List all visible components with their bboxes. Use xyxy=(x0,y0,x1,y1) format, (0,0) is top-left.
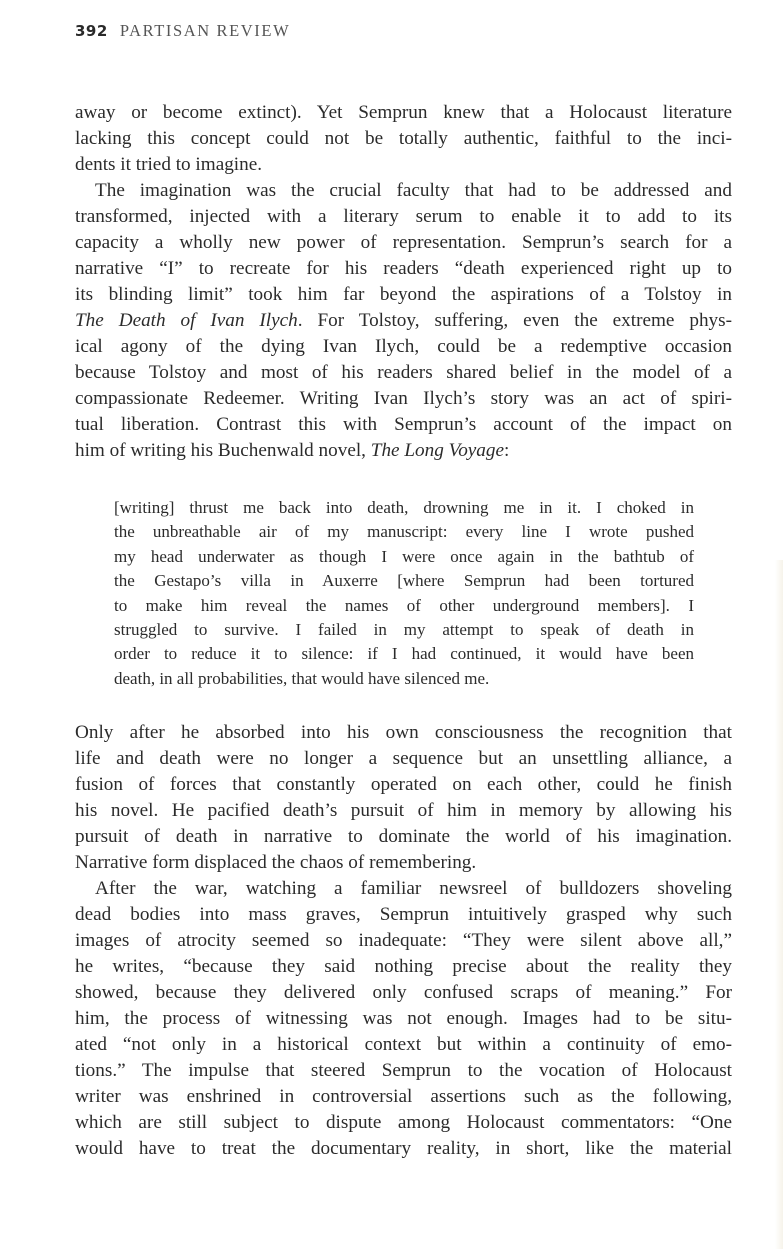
text-line: tions.” The impulse that steered Semprun to the vocation of Holocaust xyxy=(75,1060,732,1081)
text-line xyxy=(75,308,732,334)
text-line: its blinding limit” took him far beyond the aspirations of a Tolstoy in xyxy=(75,284,732,305)
text-line: showed, because they delivered only confused scraps of meaning.” For xyxy=(75,982,732,1003)
text-line: images of atrocity seemed so inadequate: “They were silent above all,” xyxy=(75,930,732,951)
block-quote xyxy=(114,496,694,691)
text-line: ated “not only in a historical context but within a continuity of emo- xyxy=(75,1034,732,1055)
book-title-long-voyage: The Long Voyage xyxy=(370,440,505,461)
quote-line: to make him reveal the names of other underground members]. I xyxy=(114,595,694,615)
quote-line: the Gestapo’s villa in Auxerre [where Semprun had been tortured xyxy=(114,571,694,591)
quote-line: order to reduce it to silence: if I had continued, it would have been xyxy=(114,644,694,664)
text-line: away or become extinct). Yet Semprun knew that a Holocaust literature xyxy=(75,102,732,123)
text-line: ical agony of the dying Ivan Ilych, could be a redemptive occasion xyxy=(75,336,732,357)
text-line: fusion of forces that constantly operated on each other, could he finish xyxy=(75,774,732,795)
paragraph-1 xyxy=(75,100,732,178)
paragraph-4 xyxy=(75,876,732,1162)
page-edge-shadow xyxy=(775,560,783,1249)
text-line: Only after he absorbed into his own consciousness the recognition that xyxy=(75,722,732,743)
quote-line: [writing] thrust me back into death, drowning me in it. I choked in xyxy=(114,498,694,517)
text-line: The imagination was the crucial faculty that had to be addressed and xyxy=(95,180,732,201)
text-fragment: . For Tolstoy, suffering, even the extreme phys- xyxy=(297,310,732,331)
text-line: dents it tried to imagine. xyxy=(75,154,263,175)
text-line: him, the process of witnessing was not enough. Images had to be situ- xyxy=(75,1008,732,1029)
running-head xyxy=(75,20,290,42)
book-title-ivan-ilych: The Death of Ivan Ilych xyxy=(75,310,298,331)
quote-line: struggled to survive. I failed in my attempt to speak of death in xyxy=(114,619,694,639)
text-line: compassionate Redeemer. Writing Ivan Ilych’s story was an act of spiri- xyxy=(75,388,732,409)
text-line: writer was enshrined in controversial assertions such as the following, xyxy=(75,1086,732,1107)
paragraph-2 xyxy=(75,178,732,464)
quote-line: the unbreathable air of my manuscript: every line I wrote pushed xyxy=(114,522,694,542)
text-line: narrative “I” to recreate for his readers “death experienced right up to xyxy=(75,258,732,279)
text-line: After the war, watching a familiar newsreel of bulldozers shoveling xyxy=(95,878,732,899)
text-fragment: him of writing his Buchenwald novel, xyxy=(75,440,371,461)
text-line: his novel. He pacified death’s pursuit of him in memory by allowing his xyxy=(75,800,732,821)
text-line: he writes, “because they said nothing precise about the reality they xyxy=(75,956,732,977)
text-line: dead bodies into mass graves, Semprun intuitively grasped why such xyxy=(75,904,732,925)
text-line: pursuit of death in narrative to dominate the world of his imagination. xyxy=(75,826,732,847)
text-line: life and death were no longer a sequence but an unsettling alliance, a xyxy=(75,748,732,769)
text-line: lacking this concept could not be totally authentic, faithful to the inci- xyxy=(75,128,732,149)
page-number: 392 xyxy=(75,22,108,40)
quote-line: death, in all probabilities, that would have silenced me. xyxy=(114,668,490,688)
text-fragment: : xyxy=(504,440,510,461)
text-line: tual liberation. Contrast this with Semprun’s account of the impact on xyxy=(75,414,732,435)
text-line: Narrative form displaced the chaos of remembering. xyxy=(75,852,477,873)
text-line: transformed, injected with a literary serum to enable it to add to its xyxy=(75,206,732,227)
journal-title: PARTISAN REVIEW xyxy=(119,21,291,40)
paragraph-3 xyxy=(75,720,732,876)
text-line: capacity a wholly new power of representation. Semprun’s search for a xyxy=(75,232,732,253)
text-line xyxy=(75,438,732,464)
quote-line: my head underwater as though I were once again in the bathtub of xyxy=(114,546,694,566)
text-line: which are still subject to dispute among Holocaust commentators: “One xyxy=(75,1112,732,1133)
text-line: would have to treat the documentary reality, in short, like the material xyxy=(75,1138,732,1159)
text-line: because Tolstoy and most of his readers shared belief in the model of a xyxy=(75,362,732,383)
